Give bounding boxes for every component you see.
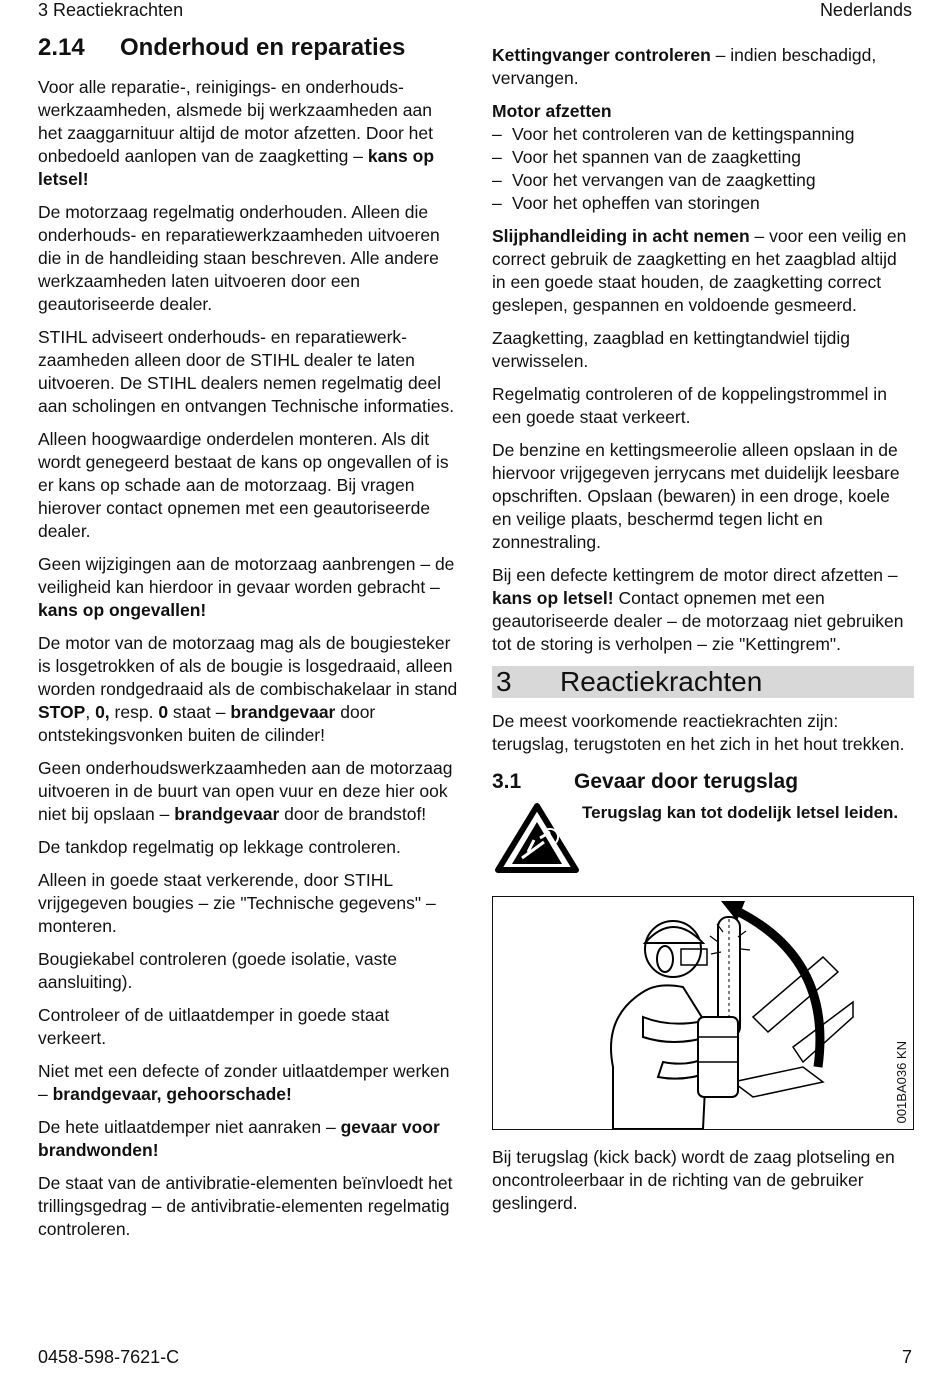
paragraph: Slijphandleiding in acht nemen – voor een veilig en correct gebruik de zaagketting en het zaagblad altijd in een goede staat houden, de zaagketting correct geslepen, gespannen en voldoende gesmeerd. bbox=[492, 226, 907, 315]
running-header-chapter: 3 Reactiekrachten bbox=[38, 0, 184, 20]
paragraph: De tankdop regelmatig op lekkage controleren. bbox=[38, 837, 401, 857]
zero-label: 0, bbox=[95, 702, 110, 722]
page-number: 7 bbox=[901, 1347, 912, 1367]
warning-emphasis: brandgevaar bbox=[230, 702, 336, 722]
subsection-heading bbox=[492, 770, 914, 794]
warning-block bbox=[492, 802, 914, 874]
paragraph: De staat van de antivibratie-elementen beïnvloedt het trillingsgedrag – de antivibratie-elementen regelmatig controleren. bbox=[38, 1173, 453, 1239]
paragraph: De motorzaag regelmatig onderhouden. Alleen die onderhouds- en reparatiewerkzaamheden uitvoeren die in de handleiding staan beschreven. Alle andere werkzaamheden laten uitvoeren door een geautoriseerde dealer. bbox=[38, 202, 440, 314]
paragraph: Kettingvanger controleren – indien beschadigd, vervangen. bbox=[492, 45, 877, 88]
paragraph: Voor alle reparatie-, reinigings- en onderhoudswerkzaamheden, alsmede bij werkzaamheden aan het zaaggarnituur altijd de motor afzetten. Door het onbedoeld aanlopen van de zaagketting – kans op letsel! bbox=[38, 77, 435, 189]
section-number: 2.14 bbox=[38, 34, 85, 61]
subsection-title: Gevaar door terugslag bbox=[574, 770, 799, 793]
stop-switch-symbol-icon: 0 bbox=[158, 702, 169, 722]
warning-emphasis: kans op letsel! bbox=[38, 146, 435, 189]
warning-emphasis: brandgevaar bbox=[174, 804, 280, 824]
paragraph: De meest voorkomende reactiekrachten zijn: terugslag, terugstoten en het zich in het hout trekken. bbox=[492, 711, 905, 754]
subsection-number: 3.1 bbox=[492, 770, 522, 793]
paragraph: Regelmatig controleren of de koppelingstrommel in een goede staat verkeert. bbox=[492, 384, 887, 427]
paragraph: STIHL adviseert onderhouds- en reparatiewerkzaamheden alleen door de STIHL dealer te laten uitvoeren. De STIHL dealers nemen regelmatig deel aan scholingen en ontvangen Technische informaties. bbox=[38, 327, 455, 416]
paragraph: Niet met een defecte of zonder uitlaatdemper werken – brandgevaar, gehoorschade! bbox=[38, 1061, 450, 1104]
warning-emphasis: kans op ongevallen! bbox=[38, 600, 207, 620]
chapter-heading bbox=[492, 666, 914, 698]
document-number: 0458-598-7621-C bbox=[38, 1347, 180, 1367]
list-item: – Voor het spannen van de zaagketting bbox=[492, 146, 914, 169]
chapter-number: 3 bbox=[496, 666, 512, 697]
instruction-emphasis: Kettingvanger controleren bbox=[492, 45, 711, 65]
paragraph: Zaagketting, zaagblad en kettingtandwiel tijdig verwisselen. bbox=[492, 328, 851, 371]
instruction-emphasis: Slijphandleiding in acht nemen bbox=[492, 226, 750, 246]
paragraph: De benzine en kettingsmeerolie alleen opslaan in de hiervoor vrijgegeven jerrycans met duidelijk leesbare opschriften. Opslaan (bewaren) in een droge, koele en veilige plaats, beschermd tegen licht en zonnestraling. bbox=[492, 440, 900, 552]
left-column bbox=[38, 32, 460, 1251]
stop-label: STOP bbox=[38, 702, 86, 722]
figure-code: 001BA036 KN bbox=[894, 1040, 909, 1123]
list-item: – Voor het opheffen van storingen bbox=[492, 192, 914, 215]
paragraph: De motor van de motorzaag mag als de bougiesteker is losgetrokken of als de bougie is losgedraaid, alleen worden rondgedraaid als de combischakelaar in stand STOP, 0, resp. 0 staat – brandgevaar door ontstekingsvonken buiten de cilinder! bbox=[38, 633, 458, 745]
right-column bbox=[492, 32, 914, 1225]
paragraph: Geen wijzigingen aan de motorzaag aanbrengen – de veiligheid kan hierdoor in gevaar worden gebracht – kans op ongevallen! bbox=[38, 554, 455, 620]
instruction-emphasis: Motor afzetten bbox=[492, 101, 612, 121]
paragraph: Bougiekabel controleren (goede isolatie, vaste aansluiting). bbox=[38, 949, 397, 992]
list-item: – Voor het vervangen van de zaagketting bbox=[492, 169, 914, 192]
operator-with-chainsaw-illustration bbox=[493, 897, 913, 1129]
warning-triangle-icon bbox=[492, 802, 582, 874]
paragraph: Bij terugslag (kick back) wordt de zaag plotseling en oncontroleerbaar in de richting van de gebruiker geslingerd. bbox=[492, 1147, 895, 1213]
paragraph: Alleen hoogwaardige onderdelen monteren. Als dit wordt genegeerd bestaat de kans op ongevallen of is er kans op schade aan de motorzaag. Bij vragen hierover contact opnemen met een geautoriseerde dealer. bbox=[38, 429, 449, 541]
paragraph: Bij een defecte kettingrem de motor direct afzetten – kans op letsel! Contact opnemen met een geautoriseerde dealer – de motorzaag niet gebruiken tot de storing is verholpen – zie "Kettingrem". bbox=[492, 565, 904, 654]
paragraph bbox=[492, 100, 914, 123]
warning-emphasis: kans op letsel! bbox=[492, 588, 614, 608]
chapter-title: Reactiekrachten bbox=[560, 666, 763, 697]
dash-list bbox=[492, 123, 914, 215]
warning-emphasis: gevaar voor brandwonden! bbox=[38, 1117, 440, 1160]
paragraph: De hete uitlaatdemper niet aanraken – gevaar voor brandwonden! bbox=[38, 1117, 440, 1160]
paragraph: Controleer of de uitlaatdemper in goede staat verkeert. bbox=[38, 1005, 390, 1048]
paragraph: Geen onderhoudswerkzaamheden aan de motorzaag uitvoeren in de buurt van open vuur en deze hier ook niet bij opslaan – brandgevaar door de brandstof! bbox=[38, 758, 453, 824]
section-heading bbox=[38, 34, 460, 62]
warning-emphasis: brandgevaar, gehoorschade! bbox=[52, 1084, 292, 1104]
running-header-language: Nederlands bbox=[819, 0, 912, 20]
warning-text: Terugslag kan tot dodelijk letsel leiden. bbox=[582, 803, 899, 822]
paragraph: Alleen in goede staat verkerende, door STIHL vrijgegeven bougies – zie "Technische gegevens" – monteren. bbox=[38, 870, 436, 936]
section-title: Onderhoud en reparaties bbox=[120, 34, 406, 61]
list-item: – Voor het controleren van de kettingspanning bbox=[492, 123, 914, 146]
kickback-illustration bbox=[492, 896, 914, 1130]
